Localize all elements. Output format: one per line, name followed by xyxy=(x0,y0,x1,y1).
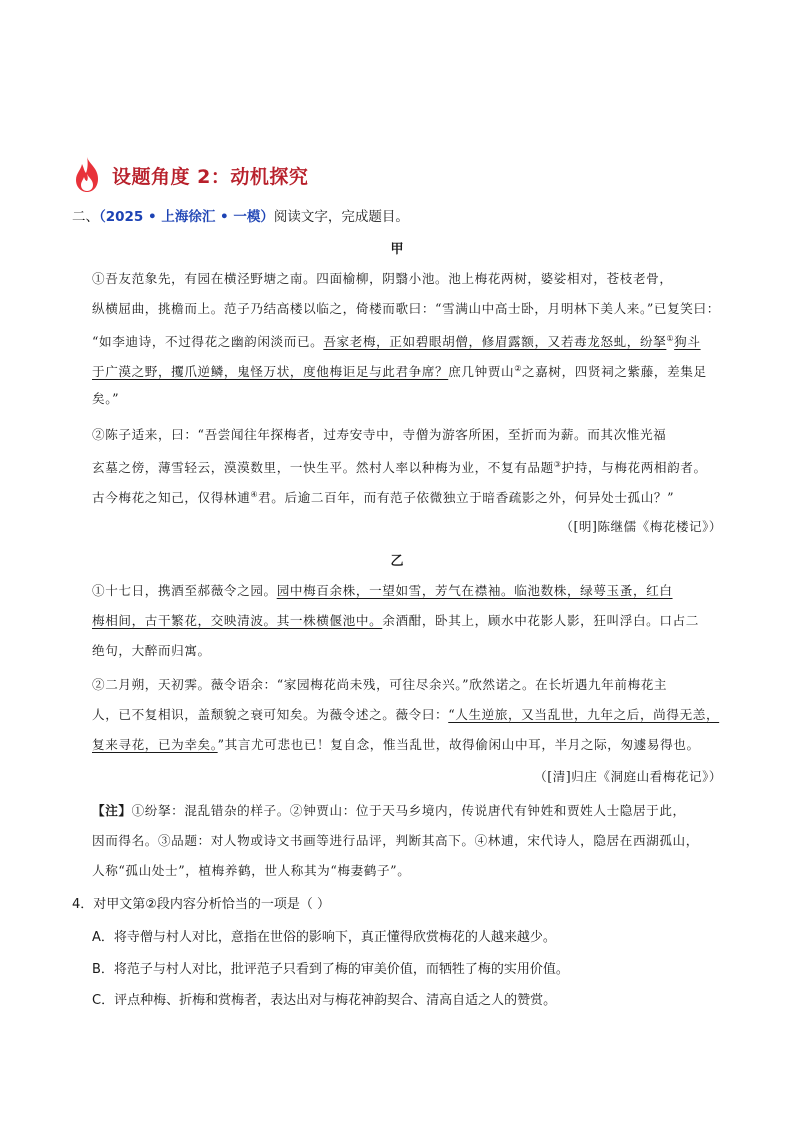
underlined-sentence: 狗斗 xyxy=(674,334,701,350)
note-marker: ④ xyxy=(250,490,259,499)
question-intro xyxy=(72,205,409,225)
note-text: ①纷拏：混乱错杂的样子。②钟贾山：位于天马乡境内，传说唐代有钟姓和贾姓人士隐居于此， xyxy=(131,803,686,818)
note-marker: ① xyxy=(666,334,675,343)
text-segment: 玄墓之傍，薄雪轻云，漠漠数里，一快生平。然村人率以种梅为业，不复有品题 xyxy=(92,460,554,476)
text-line xyxy=(92,480,722,510)
text-line xyxy=(92,796,722,826)
text-line: ①吾友范象先，有园在横泾野塘之南。四面榆柳，阴翳小池。池上梅花两树，婆娑相对，苍枝老骨， xyxy=(92,271,673,286)
text-yi-citation: （[清]归庄《洞庭山看梅花记》） xyxy=(534,769,722,784)
text-segment: ①十七日，携酒至郝薇令之园。 xyxy=(92,583,277,598)
text-line xyxy=(92,700,722,730)
option-b[interactable]: B．将范子与村人对比，批评范子只看到了梅的审美价值，而牺牲了梅的实用价值。 xyxy=(92,962,569,977)
question-4: 4．对甲文第②段内容分析恰当的一项是（ ） xyxy=(72,897,331,912)
underlined-sentence: 园中梅百余株，一望如雪，芳气在襟袖。临池数株，绿萼玉蚤，红白 xyxy=(276,583,673,598)
text-line: ②二月朔，天初霁。薇令语余：“家园梅花尚未残，可往尽余兴。”欣然诺之。在长圻遇九年前梅花主 xyxy=(92,677,668,692)
text-line xyxy=(92,576,722,606)
underlined-sentence: 复来寻花，已为幸矣。 xyxy=(92,737,218,752)
text-line xyxy=(92,324,722,354)
text-jia-paragraph-2 xyxy=(92,420,722,510)
text-line: 纵横屈曲，挑檐而上。范子乃结高楼以临之，倚楼而歌曰：“雪满山中高士卧，月明林下美人来。”已复笑曰： xyxy=(92,301,720,316)
text-jia-citation: （[明]陈继儒《梅花楼记》） xyxy=(560,519,722,534)
text-segment: “如李迪诗，不过得花之幽韵闲淡而已。 xyxy=(92,334,324,350)
text-line: 绝句，大醉而归寓。 xyxy=(92,643,211,658)
text-segment: 君。后逾二百年，而有范子依微独立于暗香疏影之外，何异处士孤山？” xyxy=(258,490,675,506)
section-heading-text: 设题角度 2：动机探究 xyxy=(112,165,309,188)
underlined-sentence: 梅相间，古干繁花，交映清波。其一株横偃池中。 xyxy=(92,613,383,628)
notes-tag: 【注】 xyxy=(92,803,132,818)
underlined-sentence: “人生逆旅，又当乱世，九年之后，尚得无恙， xyxy=(448,707,720,722)
option-a[interactable]: A．将寺僧与村人对比，意指在世俗的影响下，真正懂得欣赏梅花的人越来越少。 xyxy=(92,930,556,945)
text-yi-title: 乙 xyxy=(390,554,404,569)
text-yi-paragraph-2 xyxy=(92,670,722,760)
note-marker: ② xyxy=(514,364,522,373)
text-line xyxy=(92,606,722,636)
text-line xyxy=(92,354,722,384)
question-number: 二、 xyxy=(72,209,99,225)
notes xyxy=(92,796,722,886)
text-line: ②陈子适来，曰：“吾尝闻往年探梅者，过寿安寺中，寺僧为游客所困，至折而为薪。而其次惟光福 xyxy=(92,427,667,442)
text-segment: 护持，与梅花两相韵者。 xyxy=(561,460,707,476)
text-line: 人称“孤山处士”，植梅养鹤，世人称其为“梅妻鹤子”。 xyxy=(92,863,411,878)
note-marker: ③ xyxy=(553,460,562,469)
text-line: 矣。” xyxy=(92,391,120,406)
text-segment: 之嘉树，四贤祠之紫藤，差集足 xyxy=(521,364,707,380)
text-line xyxy=(92,450,722,480)
flame-icon xyxy=(72,156,102,194)
text-segment: 人，已不复相识，盖颓貌之衰可知矣。为薇令述之。薇令曰： xyxy=(92,707,449,722)
text-line xyxy=(92,730,722,760)
text-jia-paragraph-1 xyxy=(92,264,722,414)
text-line: 因而得名。③品题：对人物或诗文书画等进行品评，判断其高下。④林逋，宋代诗人，隐居在西湖孤山， xyxy=(92,833,699,848)
text-segment: 余酒酣，卧其上，顾水中花影人影，狂叫浮白。口占二 xyxy=(382,613,699,628)
question-prompt: 阅读文字，完成题目。 xyxy=(273,209,409,225)
underlined-sentence: 于广漠之野，攫爪逆鳞，鬼怪万状，度他梅讵足与此君争席？ xyxy=(92,364,449,380)
question-source: （2025 • 上海徐汇 • 一模） xyxy=(99,209,274,225)
text-jia-title: 甲 xyxy=(390,242,404,257)
underlined-sentence: 吾家老梅，正如碧眼胡僧，修眉露额，又若毒龙怒虬，纷拏 xyxy=(323,334,667,350)
section-heading xyxy=(72,155,308,195)
text-yi-paragraph-1 xyxy=(92,576,722,666)
text-segment: 庶几钟贾山 xyxy=(448,364,515,380)
option-c[interactable]: C．评点种梅、折梅和赏梅者，表达出对与梅花神韵契合、清高自适之人的赞赏。 xyxy=(92,993,557,1008)
text-segment: 古今梅花之知己，仅得林逋 xyxy=(92,490,251,506)
text-segment: ”其言尤可悲也已！复自念，惟当乱世，故得偷闲山中耳，半月之际，匆遽易得也。 xyxy=(217,737,700,752)
